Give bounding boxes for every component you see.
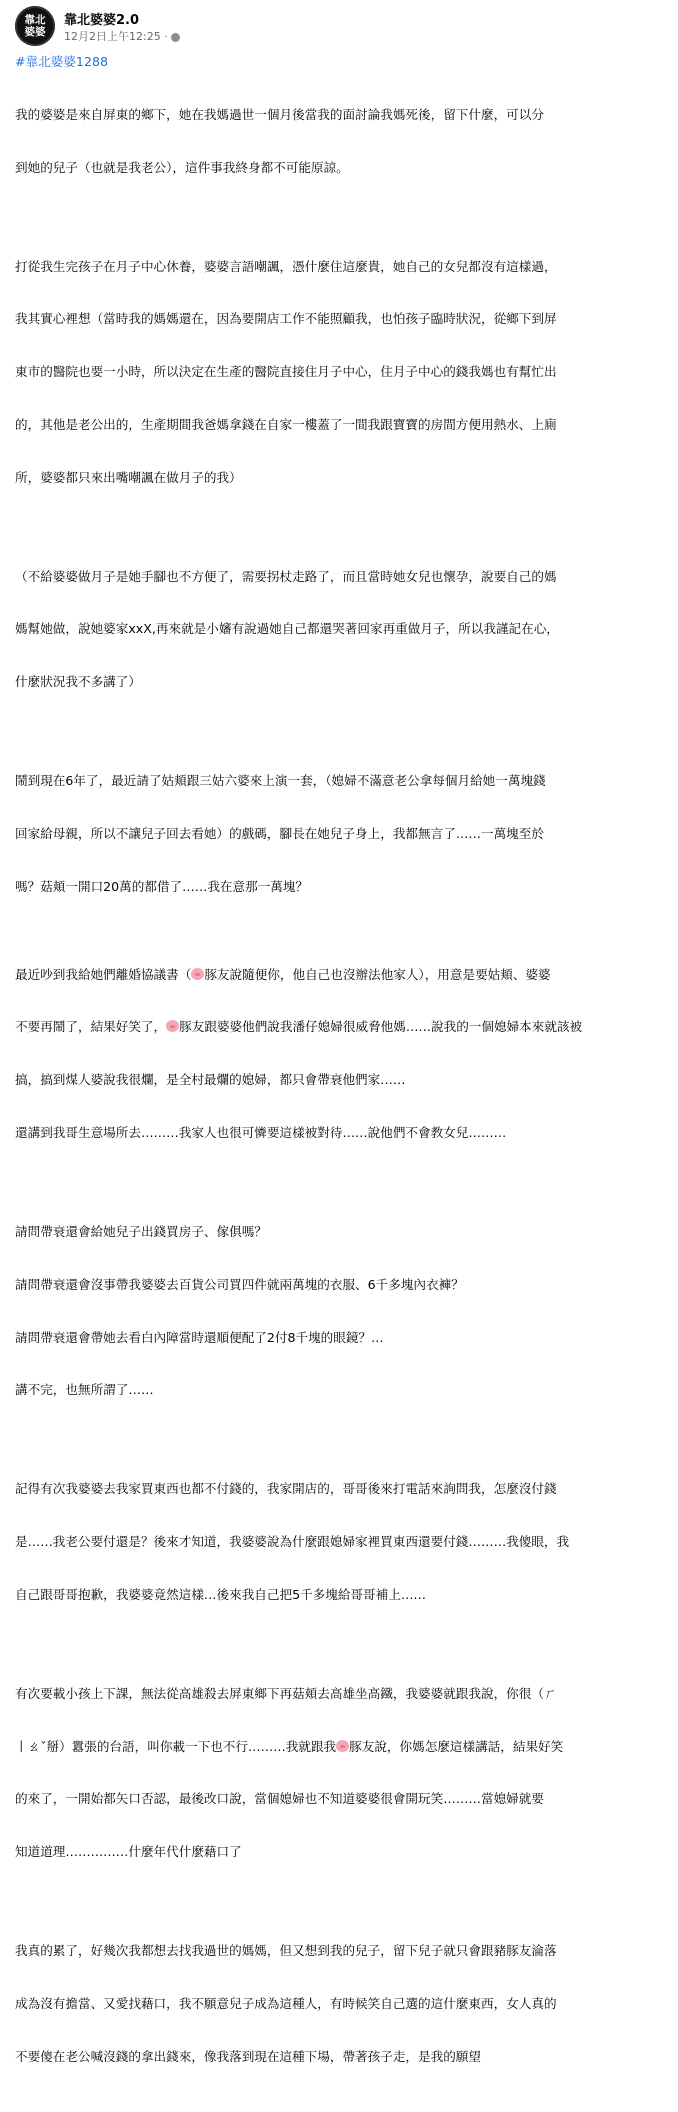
- page-name[interactable]: 靠北婆婆2.0: [64, 13, 140, 28]
- paragraph-4: [15, 737, 665, 931]
- text-line: 的，其他是老公出的，生產期間我爸媽拿錢在自家一樓蓋了一間我跟寶寶的房間方便用熱水、上廁: [15, 416, 557, 432]
- paragraph-8: [15, 1650, 665, 1896]
- text-line: 不要傻在老公喊沒錢的拿出錢來，像我落到現在這種下場，帶著孩子走，是我的願望: [15, 2048, 481, 2064]
- pig-emoji-icon: [166, 1020, 179, 1032]
- paragraph-5: [15, 931, 665, 1177]
- text-line: [15, 966, 665, 984]
- post-timestamp[interactable]: 12月2日上午12:25 ·: [64, 30, 168, 43]
- text-line: 請問帶衰還會沒事帶我婆婆去百貨公司買四件就兩萬塊的衣服、6千多塊內衣褲？: [15, 1276, 464, 1292]
- text-line: 我真的累了，好幾次我都想去找我過世的媽媽，但又想到我的兒子，留下兒子就只會跟豬豚友淪落: [15, 1943, 557, 1959]
- text-line: 搞，搞到煤人婆說我很爛，是全村最爛的媳婦，都只會帶衰他們家……: [15, 1072, 406, 1088]
- text-line: 所，婆婆都只來出嘴嘲諷在做月子的我）: [15, 469, 242, 485]
- text-line: 我的婆婆是來自屏東的鄉下，她在我媽過世一個月後當我的面討論我媽死後，留下什麼，可以分: [15, 106, 544, 122]
- text-line: 什麼狀況我不多講了）: [15, 674, 141, 690]
- text-segment: 不要再鬧了，結果好笑了，: [15, 1019, 167, 1035]
- text-line: 自己跟哥哥抱歉，我婆婆竟然這樣…後來我自己把5千多塊給哥哥補上……: [15, 1586, 427, 1602]
- paragraph-6: [15, 1188, 665, 1434]
- text-line: 是……我老公要付還是？後來才知道，我婆婆說為什麼跟媳婦家裡買東西還要付錢………我傻眼，我: [15, 1534, 570, 1550]
- text-segment: 最近吵到我給她們離婚協議書（: [15, 966, 192, 982]
- paragraph-2: [15, 222, 665, 521]
- text-line: 請問帶衰還會帶她去看白內障當時還順便配了2付8千塊的眼鏡？…: [15, 1329, 384, 1345]
- text-line: 還講到我哥生意場所去………我家人也很可憐要這樣被對待……說他們不會教女兒………: [15, 1125, 507, 1141]
- paragraph-3: [15, 532, 665, 726]
- avatar-text-line2: 婆婆: [24, 26, 46, 38]
- paragraph-7: [15, 1445, 665, 1639]
- text-line: 的來了，一開始都矢口否認，最後改口說，當個媳婦也不知道婆婆很會開玩笑………當媳婦就要: [15, 1791, 544, 1807]
- text-line: [15, 1738, 665, 1756]
- hashtag-link[interactable]: #靠北婆婆1288: [15, 54, 108, 69]
- text-line: 回家給母親，所以不讓兒子回去看她）的戲碼，腳長在她兒子身上，我都無言了……一萬塊至於: [15, 825, 544, 841]
- text-line: 嗎？菇頬一開口20萬的都借了……我在意那一萬塊？: [15, 878, 309, 894]
- paragraph-1: [15, 71, 665, 212]
- text-line: 東市的醫院也要一小時，所以決定在生產的醫院直接住月子中心，住月子中心的錢我媽也有幫忙出: [15, 364, 557, 380]
- avatar-text-line1: 靠北: [24, 14, 46, 26]
- text-line: 到她的兒子（也就是我老公），這件事我終身都不可能原諒。: [15, 159, 349, 175]
- text-segment: 豚友說，你媽怎麼這樣講話，結果好笑: [349, 1738, 564, 1754]
- paragraph-9: [15, 1907, 665, 2101]
- text-line: （不給婆婆做月子是她手腳也不方便了，需要拐杖走路了，而且當時她女兒也懷孕，說要自己的媽: [15, 568, 557, 584]
- text-line: [15, 1018, 665, 1036]
- text-line: 媽幫她做，說她婆家xxX,再來就是小嬸有說過她自己都還哭著回家再重做月子，所以我謹記在心，: [15, 621, 559, 637]
- text-line: 請問帶衰還會給她兒子出錢買房子、傢俱嗎？: [15, 1224, 267, 1239]
- text-line: 講不完，也無所謂了……: [15, 1382, 154, 1398]
- text-line: 鬧到現在6年了，最近請了姑頬跟三姑六婆來上演一套，（媳婦不滿意老公拿每個月給她一萬塊錢: [15, 773, 546, 789]
- page-avatar[interactable]: [15, 6, 55, 46]
- text-line: 知道道理……………什麼年代什麼藉口了: [15, 1844, 242, 1860]
- globe-icon: [171, 33, 180, 42]
- text-line: 打從我生完孩子在月子中心休養，婆婆言語嘲諷，憑什麼住這麼貴，她自己的女兒都沒有這樣過，: [15, 258, 557, 274]
- pig-emoji-icon: [336, 1740, 349, 1752]
- pig-emoji-icon: [191, 968, 204, 980]
- post-meta: [64, 28, 180, 44]
- text-line: 我其實心裡想（當時我的媽媽還在，因為要開店工作不能照顧我，也怕孩子臨時狀況，從鄉下到屏: [15, 311, 557, 327]
- text-line: 有次要載小孩上下課，無法從高雄殺去屏東鄉下再菇頬去高雄坐高鐵，我婆婆就跟我說，你很（ㄏ: [15, 1685, 557, 1701]
- text-line: 記得有次我婆婆去我家買東西也都不付錢的，我家開店的，哥哥後來打電話來詢問我，怎麼沒付錢: [15, 1481, 557, 1497]
- text-segment: 丨ㄠˇ掰）囂張的台語，叫你載一下也不行………我就跟我: [15, 1738, 337, 1754]
- post-header: [15, 6, 655, 50]
- post-body: [15, 53, 665, 2112]
- text-segment: 豚友說隨便你，他自己也沒辦法他家人），用意是要姑頬、婆婆: [204, 966, 551, 982]
- text-segment: 豚友跟婆婆他們說我潘仔媳婦很威脅他媽……說我的一個媳婦本來就該被: [179, 1019, 583, 1035]
- text-line: 成為沒有擔當、又愛找藉口，我不願意兒子成為這種人，有時候笑自己選的這什麼東西，女人真的: [15, 1995, 557, 2011]
